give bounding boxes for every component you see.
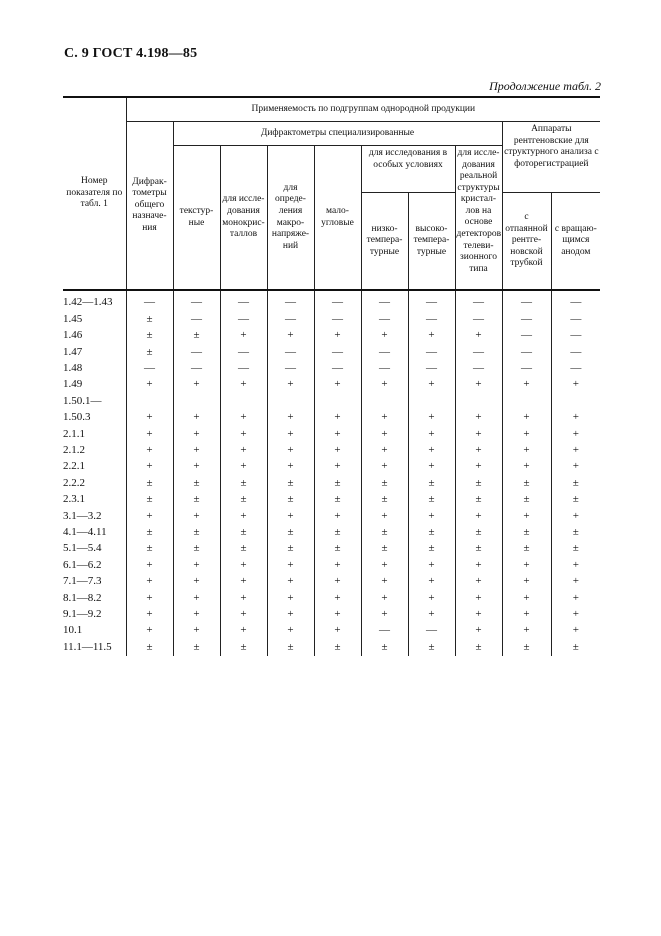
applicability-cell: ± bbox=[126, 328, 173, 344]
applicability-cell: + bbox=[173, 557, 220, 573]
applicability-cell: + bbox=[551, 590, 600, 606]
table-row bbox=[63, 410, 600, 426]
applicability-cell bbox=[408, 393, 455, 409]
applicability-cell: + bbox=[551, 459, 600, 475]
applicability-cell: — bbox=[502, 311, 551, 327]
applicability-cell: — bbox=[551, 328, 600, 344]
applicability-cell: ± bbox=[267, 541, 314, 557]
applicability-cell: ± bbox=[408, 475, 455, 491]
row-index-cell: 1.46 bbox=[63, 329, 83, 342]
applicability-cell: + bbox=[455, 410, 502, 426]
applicability-cell bbox=[126, 393, 173, 409]
applicability-cell: + bbox=[220, 623, 267, 639]
applicability-cell: + bbox=[314, 443, 361, 459]
applicability-cell: + bbox=[173, 508, 220, 524]
applicability-cell: ± bbox=[502, 541, 551, 557]
row-index-cell: 2.3.1 bbox=[63, 493, 85, 506]
applicability-cell: + bbox=[361, 590, 408, 606]
applicability-cell: — bbox=[361, 623, 408, 639]
applicability-cell: + bbox=[314, 508, 361, 524]
applicability-cell: + bbox=[361, 328, 408, 344]
applicability-cell: + bbox=[314, 426, 361, 442]
applicability-cell: ± bbox=[267, 639, 314, 655]
applicability-cell: — bbox=[408, 344, 455, 360]
applicability-cell: + bbox=[126, 508, 173, 524]
applicability-cell: + bbox=[267, 328, 314, 344]
applicability-cell: ± bbox=[551, 475, 600, 491]
applicability-cell: ± bbox=[502, 492, 551, 508]
applicability-cell: — bbox=[267, 311, 314, 327]
applicability-cell: + bbox=[126, 574, 173, 590]
table-row bbox=[63, 508, 600, 524]
applicability-cell: + bbox=[455, 557, 502, 573]
applicability-cell: + bbox=[314, 590, 361, 606]
applicability-cell: + bbox=[173, 574, 220, 590]
applicability-cell: + bbox=[551, 443, 600, 459]
col-header-monocrystal: для иссле-дования монокрис-таллов bbox=[220, 146, 267, 291]
table-row bbox=[63, 574, 600, 590]
applicability-cell: + bbox=[455, 443, 502, 459]
applicability-cell: ± bbox=[126, 475, 173, 491]
applicability-cell: ± bbox=[314, 541, 361, 557]
applicability-cell: — bbox=[361, 361, 408, 377]
applicability-cell: + bbox=[220, 574, 267, 590]
row-index-cell: 2.2.1 bbox=[63, 460, 85, 473]
applicability-cell: — bbox=[314, 290, 361, 311]
row-index-cell: 1.45 bbox=[63, 312, 83, 325]
row-index-cell: 6.1—6.2 bbox=[63, 558, 102, 571]
applicability-cell: + bbox=[173, 606, 220, 622]
applicability-table bbox=[63, 96, 600, 656]
row-index-cell: 9.1—9.2 bbox=[63, 607, 102, 620]
applicability-cell: — bbox=[361, 311, 408, 327]
applicability-cell: + bbox=[361, 377, 408, 393]
applicability-cell: — bbox=[455, 361, 502, 377]
applicability-cell: + bbox=[361, 557, 408, 573]
applicability-cell: + bbox=[267, 377, 314, 393]
row-index-cell: 2.2.2 bbox=[63, 476, 85, 489]
applicability-cell: ± bbox=[408, 524, 455, 540]
applicability-cell: ± bbox=[408, 541, 455, 557]
row-index-cell: 10.1 bbox=[63, 624, 83, 637]
applicability-cell: + bbox=[361, 426, 408, 442]
col-header-hightemp: высоко-темпера-турные bbox=[408, 193, 455, 291]
col-header-index: Номер показателя по табл. 1 bbox=[63, 97, 126, 290]
col-header-realstructure: для иссле-дования реальной структуры кристал-лов на основе детекторов телеви-зионного типа bbox=[455, 146, 502, 291]
table-row bbox=[63, 377, 600, 393]
applicability-cell: — bbox=[314, 361, 361, 377]
applicability-cell: — bbox=[551, 361, 600, 377]
applicability-cell: + bbox=[267, 590, 314, 606]
applicability-cell: + bbox=[267, 557, 314, 573]
applicability-cell: + bbox=[502, 590, 551, 606]
table-row bbox=[63, 344, 600, 360]
col-header-sealedtube: с отпаянной рентге-новской трубкой bbox=[502, 193, 551, 291]
col-header-lowtemp: низко-темпера-турные bbox=[361, 193, 408, 291]
applicability-cell bbox=[361, 393, 408, 409]
applicability-cell: — bbox=[408, 361, 455, 377]
applicability-cell: + bbox=[408, 426, 455, 442]
applicability-cell: + bbox=[220, 508, 267, 524]
applicability-cell: — bbox=[220, 290, 267, 311]
applicability-cell: ± bbox=[126, 311, 173, 327]
col-header-general: Дифрак-тометры общего назначе-ния bbox=[126, 122, 173, 291]
row-index-cell: 1.50.3 bbox=[63, 411, 91, 424]
row-index-cell: 1.47 bbox=[63, 345, 83, 358]
group-header-specialized: Дифрактометры специализированные bbox=[173, 122, 502, 146]
applicability-cell: + bbox=[220, 557, 267, 573]
applicability-cell: + bbox=[173, 623, 220, 639]
applicability-cell: — bbox=[314, 344, 361, 360]
applicability-cell: ± bbox=[361, 475, 408, 491]
applicability-cell bbox=[220, 393, 267, 409]
applicability-cell: ± bbox=[173, 524, 220, 540]
applicability-cell: + bbox=[361, 410, 408, 426]
applicability-cell: + bbox=[126, 377, 173, 393]
applicability-cell: + bbox=[126, 590, 173, 606]
applicability-cell: — bbox=[361, 344, 408, 360]
applicability-cell: — bbox=[267, 361, 314, 377]
row-index-cell: 11.1—11.5 bbox=[63, 640, 112, 653]
applicability-cell: + bbox=[314, 410, 361, 426]
applicability-cell: + bbox=[220, 377, 267, 393]
applicability-cell: ± bbox=[455, 524, 502, 540]
applicability-cell: + bbox=[551, 557, 600, 573]
applicability-cell: + bbox=[267, 623, 314, 639]
applicability-cell: ± bbox=[267, 492, 314, 508]
applicability-cell: + bbox=[173, 443, 220, 459]
applicability-cell: + bbox=[314, 606, 361, 622]
applicability-cell: + bbox=[551, 426, 600, 442]
applicability-cell: + bbox=[126, 410, 173, 426]
table-row bbox=[63, 426, 600, 442]
applicability-cell: + bbox=[173, 410, 220, 426]
applicability-cell: + bbox=[361, 606, 408, 622]
applicability-cell: ± bbox=[314, 524, 361, 540]
applicability-cell: + bbox=[502, 557, 551, 573]
applicability-cell: + bbox=[502, 377, 551, 393]
table-row bbox=[63, 524, 600, 540]
applicability-cell: + bbox=[408, 377, 455, 393]
applicability-cell: + bbox=[502, 623, 551, 639]
applicability-cell: ± bbox=[361, 492, 408, 508]
row-index-cell: 1.50.1— bbox=[63, 394, 102, 407]
applicability-cell: ± bbox=[361, 524, 408, 540]
applicability-cell: ± bbox=[314, 475, 361, 491]
applicability-cell: ± bbox=[455, 475, 502, 491]
table-row bbox=[63, 393, 600, 409]
applicability-cell: ± bbox=[220, 639, 267, 655]
applicability-cell: — bbox=[455, 311, 502, 327]
applicability-cell: ± bbox=[173, 541, 220, 557]
table-row bbox=[63, 541, 600, 557]
applicability-cell: + bbox=[551, 574, 600, 590]
applicability-cell: + bbox=[408, 590, 455, 606]
applicability-cell bbox=[455, 393, 502, 409]
applicability-cell: — bbox=[551, 290, 600, 311]
applicability-cell: + bbox=[502, 574, 551, 590]
applicability-cell: + bbox=[267, 459, 314, 475]
applicability-cell: + bbox=[551, 606, 600, 622]
applicability-cell: ± bbox=[220, 492, 267, 508]
applicability-cell: + bbox=[455, 426, 502, 442]
applicability-cell: + bbox=[126, 606, 173, 622]
applicability-cell: — bbox=[455, 290, 502, 311]
applicability-cell: — bbox=[551, 344, 600, 360]
applicability-cell: ± bbox=[220, 475, 267, 491]
applicability-cell: ± bbox=[267, 524, 314, 540]
row-index-cell: 2.1.1 bbox=[63, 427, 85, 440]
applicability-cell: + bbox=[502, 606, 551, 622]
applicability-cell: ± bbox=[126, 524, 173, 540]
applicability-cell: ± bbox=[408, 639, 455, 655]
row-index-cell: 5.1—5.4 bbox=[63, 542, 102, 555]
applicability-cell: + bbox=[314, 459, 361, 475]
applicability-cell: + bbox=[408, 508, 455, 524]
applicability-cell: + bbox=[455, 623, 502, 639]
applicability-cell: — bbox=[220, 311, 267, 327]
applicability-cell: + bbox=[502, 508, 551, 524]
applicability-cell: + bbox=[267, 574, 314, 590]
applicability-cell: ± bbox=[502, 524, 551, 540]
applicability-cell: + bbox=[455, 328, 502, 344]
applicability-cell: + bbox=[408, 459, 455, 475]
row-index-cell: 2.1.2 bbox=[63, 444, 85, 456]
applicability-cell: — bbox=[173, 290, 220, 311]
applicability-cell: ± bbox=[551, 639, 600, 655]
applicability-cell: + bbox=[314, 623, 361, 639]
row-index-cell: 1.49 bbox=[63, 378, 83, 391]
applicability-cell: + bbox=[361, 574, 408, 590]
applicability-cell: — bbox=[267, 344, 314, 360]
applicability-cell: + bbox=[220, 459, 267, 475]
applicability-cell: + bbox=[408, 606, 455, 622]
applicability-cell: — bbox=[126, 290, 173, 311]
applicability-cell: — bbox=[408, 290, 455, 311]
applicability-cell: ± bbox=[502, 475, 551, 491]
applicability-cell: + bbox=[267, 426, 314, 442]
applicability-cell: + bbox=[173, 377, 220, 393]
group-header-applicability: Применяемость по подгруппам однородной продукции bbox=[126, 97, 600, 122]
applicability-cell: + bbox=[551, 377, 600, 393]
applicability-cell: + bbox=[408, 574, 455, 590]
col-header-rotatinganode: с вращаю-щимся анодом bbox=[551, 193, 600, 291]
applicability-cell: + bbox=[455, 377, 502, 393]
applicability-cell: + bbox=[173, 590, 220, 606]
applicability-cell: + bbox=[455, 574, 502, 590]
table-row bbox=[63, 492, 600, 508]
applicability-cell: ± bbox=[455, 639, 502, 655]
applicability-cell: + bbox=[408, 328, 455, 344]
table-row bbox=[63, 590, 600, 606]
table-row bbox=[63, 557, 600, 573]
applicability-cell: — bbox=[502, 361, 551, 377]
applicability-cell: + bbox=[455, 606, 502, 622]
applicability-cell: ± bbox=[502, 639, 551, 655]
applicability-cell: + bbox=[455, 459, 502, 475]
applicability-cell: ± bbox=[455, 541, 502, 557]
applicability-cell: + bbox=[220, 606, 267, 622]
table-row bbox=[63, 443, 600, 459]
applicability-cell: + bbox=[551, 410, 600, 426]
applicability-cell: ± bbox=[220, 524, 267, 540]
applicability-cell: ± bbox=[314, 639, 361, 655]
applicability-cell: — bbox=[502, 290, 551, 311]
row-index-cell: 7.1—7.3 bbox=[63, 575, 102, 588]
applicability-cell: — bbox=[502, 328, 551, 344]
applicability-cell: ± bbox=[126, 639, 173, 655]
applicability-cell: + bbox=[408, 410, 455, 426]
applicability-cell: + bbox=[502, 410, 551, 426]
applicability-cell: ± bbox=[314, 492, 361, 508]
applicability-cell: — bbox=[314, 311, 361, 327]
applicability-cell bbox=[314, 393, 361, 409]
applicability-cell: — bbox=[220, 361, 267, 377]
applicability-cell: — bbox=[408, 623, 455, 639]
table-continuation-label: Продолжение табл. 2 bbox=[489, 79, 601, 93]
applicability-cell: — bbox=[173, 344, 220, 360]
applicability-cell: + bbox=[314, 557, 361, 573]
applicability-cell: ± bbox=[126, 492, 173, 508]
row-index-cell: 8.1—8.2 bbox=[63, 591, 102, 604]
applicability-cell: + bbox=[267, 508, 314, 524]
applicability-cell: + bbox=[267, 443, 314, 459]
col-header-texture: текстур-ные bbox=[173, 146, 220, 291]
row-index-cell: 4.1—4.11 bbox=[63, 525, 107, 538]
applicability-cell: ± bbox=[126, 344, 173, 360]
table-row bbox=[63, 459, 600, 475]
applicability-cell: ± bbox=[361, 639, 408, 655]
table-row bbox=[63, 328, 600, 344]
table-row bbox=[63, 361, 600, 377]
applicability-cell: ± bbox=[220, 541, 267, 557]
applicability-cell: + bbox=[220, 426, 267, 442]
applicability-cell: — bbox=[361, 290, 408, 311]
applicability-cell: ± bbox=[173, 328, 220, 344]
applicability-cell: + bbox=[502, 459, 551, 475]
table-body bbox=[63, 290, 600, 656]
col-header-macrostress: для опреде-ления макро-напряже-ний bbox=[267, 146, 314, 291]
page-header: С. 9 ГОСТ 4.198—85 bbox=[64, 46, 198, 61]
applicability-cell: + bbox=[408, 443, 455, 459]
applicability-cell: + bbox=[455, 508, 502, 524]
applicability-cell: — bbox=[173, 311, 220, 327]
applicability-cell: + bbox=[408, 557, 455, 573]
applicability-cell: + bbox=[551, 508, 600, 524]
applicability-cell: — bbox=[502, 344, 551, 360]
applicability-cell: ± bbox=[173, 475, 220, 491]
applicability-cell: ± bbox=[551, 524, 600, 540]
applicability-cell: + bbox=[220, 443, 267, 459]
col-header-smallangle: мало-угловые bbox=[314, 146, 361, 291]
applicability-cell: + bbox=[126, 426, 173, 442]
applicability-cell: + bbox=[314, 377, 361, 393]
applicability-cell: ± bbox=[267, 475, 314, 491]
applicability-cell: ± bbox=[126, 541, 173, 557]
applicability-cell: + bbox=[502, 443, 551, 459]
applicability-cell: + bbox=[361, 508, 408, 524]
applicability-cell: ± bbox=[173, 492, 220, 508]
table-row bbox=[63, 606, 600, 622]
applicability-cell: — bbox=[220, 344, 267, 360]
table-row bbox=[63, 639, 600, 655]
table-row bbox=[63, 623, 600, 639]
applicability-cell: + bbox=[267, 410, 314, 426]
table-row bbox=[63, 290, 600, 311]
applicability-cell: — bbox=[551, 311, 600, 327]
applicability-cell: + bbox=[173, 459, 220, 475]
applicability-cell: — bbox=[173, 361, 220, 377]
applicability-cell: ± bbox=[551, 541, 600, 557]
group-header-special-conditions: для исследования в особых условиях bbox=[361, 146, 455, 193]
table-row bbox=[63, 475, 600, 491]
applicability-cell: + bbox=[267, 606, 314, 622]
row-index-cell: 1.48 bbox=[63, 362, 83, 375]
applicability-cell: + bbox=[314, 328, 361, 344]
applicability-cell: + bbox=[126, 443, 173, 459]
applicability-cell: + bbox=[220, 328, 267, 344]
applicability-cell bbox=[173, 393, 220, 409]
applicability-cell: ± bbox=[173, 639, 220, 655]
applicability-cell: + bbox=[220, 590, 267, 606]
applicability-cell: ± bbox=[551, 492, 600, 508]
applicability-cell: + bbox=[361, 443, 408, 459]
applicability-cell: + bbox=[126, 623, 173, 639]
row-index-cell: 1.42—1.43 bbox=[63, 296, 113, 309]
applicability-cell: + bbox=[455, 590, 502, 606]
applicability-cell: — bbox=[267, 290, 314, 311]
applicability-cell bbox=[267, 393, 314, 409]
applicability-cell: — bbox=[455, 344, 502, 360]
applicability-cell: + bbox=[126, 557, 173, 573]
applicability-cell: + bbox=[361, 459, 408, 475]
applicability-cell: + bbox=[173, 426, 220, 442]
applicability-cell: + bbox=[551, 623, 600, 639]
applicability-cell: + bbox=[314, 574, 361, 590]
row-index-cell: 3.1—3.2 bbox=[63, 509, 102, 522]
applicability-cell bbox=[502, 393, 551, 409]
group-header-photo: Аппараты рентгеновские для структурного анализа с фоторегистрацией bbox=[502, 122, 600, 193]
table-row bbox=[63, 311, 600, 327]
applicability-cell: + bbox=[502, 426, 551, 442]
applicability-cell: + bbox=[126, 459, 173, 475]
applicability-cell: ± bbox=[455, 492, 502, 508]
applicability-cell: ± bbox=[408, 492, 455, 508]
applicability-cell: + bbox=[220, 410, 267, 426]
applicability-cell bbox=[551, 393, 600, 409]
applicability-cell: ± bbox=[361, 541, 408, 557]
applicability-cell: — bbox=[126, 361, 173, 377]
applicability-cell: — bbox=[408, 311, 455, 327]
